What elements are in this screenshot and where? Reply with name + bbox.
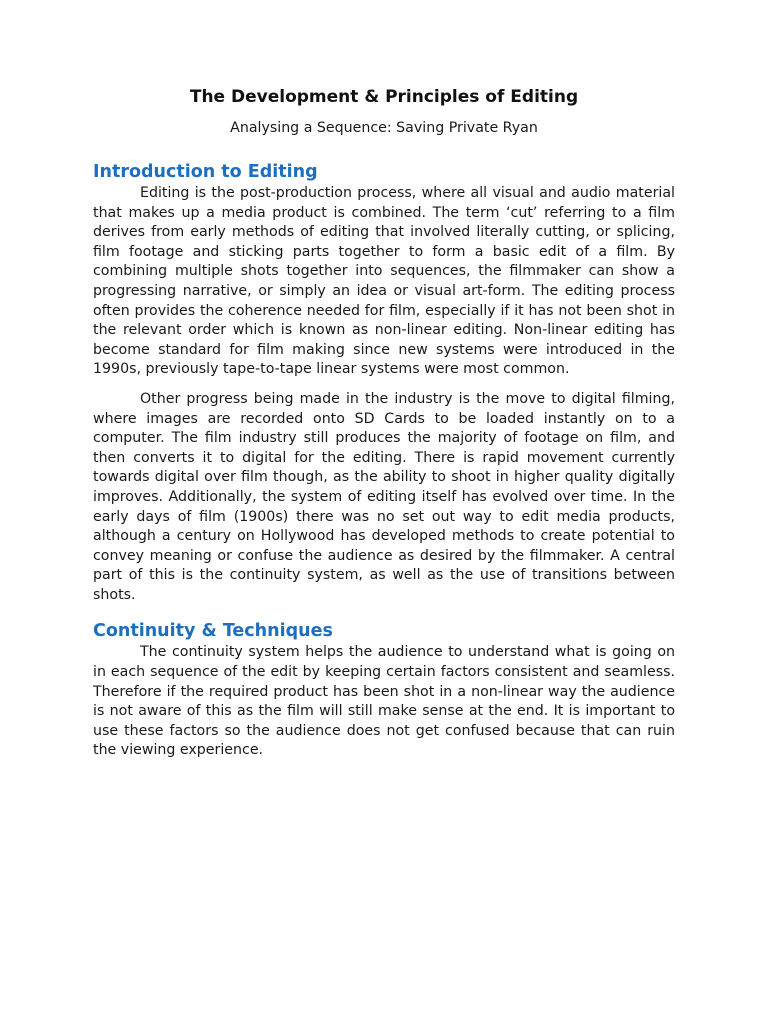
document-title: The Development & Principles of Editing bbox=[189, 87, 579, 107]
document-subtitle: Analysing a Sequence: Saving Private Ryan bbox=[230, 120, 538, 136]
paragraph: Editing is the post-production process, where all visual and audio material that makes up a media product is combined. The term ‘cut’ referring to a film derives from early methods of editing that involved literally cutting, or splicing, film footage and sticking parts together to form a basic edit of a film. By combining multiple shots together into sequences, the filmmaker can show a progressing narrative, or simply an idea or visual art-form. The editing process often provides the coherence needed for film, especially if it has not been shot in the relevant order which is known as non-linear editing. Non-linear editing has become standard for film making since new systems were introduced in the 1990s, previously tape-to-tape linear systems were most common. bbox=[93, 185, 675, 378]
section-continuity bbox=[93, 619, 675, 761]
paragraph: Other progress being made in the industry is the move to digital filming, where images are recorded onto SD Cards to be loaded instantly on to a computer. The film industry still produces the majority of footage on film, and then converts it to digital for the editing. There is rapid movement currently towards digital over film though, as the ability to shoot in higher quality digitally improves. Additionally, the system of editing itself has evolved over time. In the early days of film (1900s) there was no set out way to edit media products, although a century on Hollywood has developed methods to create potential to convey meaning or confuse the audience as desired by the filmmaker. A central part of this is the continuity system, as well as the use of transitions between shots. bbox=[93, 390, 675, 603]
section-heading-introduction: Introduction to Editing bbox=[93, 162, 318, 182]
section-heading-continuity: Continuity & Techniques bbox=[93, 621, 333, 642]
paragraph: The continuity system helps the audience to understand what is going on in each sequence of the edit by keeping certain factors consistent and seamless. Therefore if the required product has been shot in a non-linear way the audience is not aware of this as the film will still make sense at the end. It is important to use these factors so the audience does not get confused because that can ruin the viewing experience. bbox=[93, 644, 675, 759]
section-introduction bbox=[93, 160, 675, 605]
